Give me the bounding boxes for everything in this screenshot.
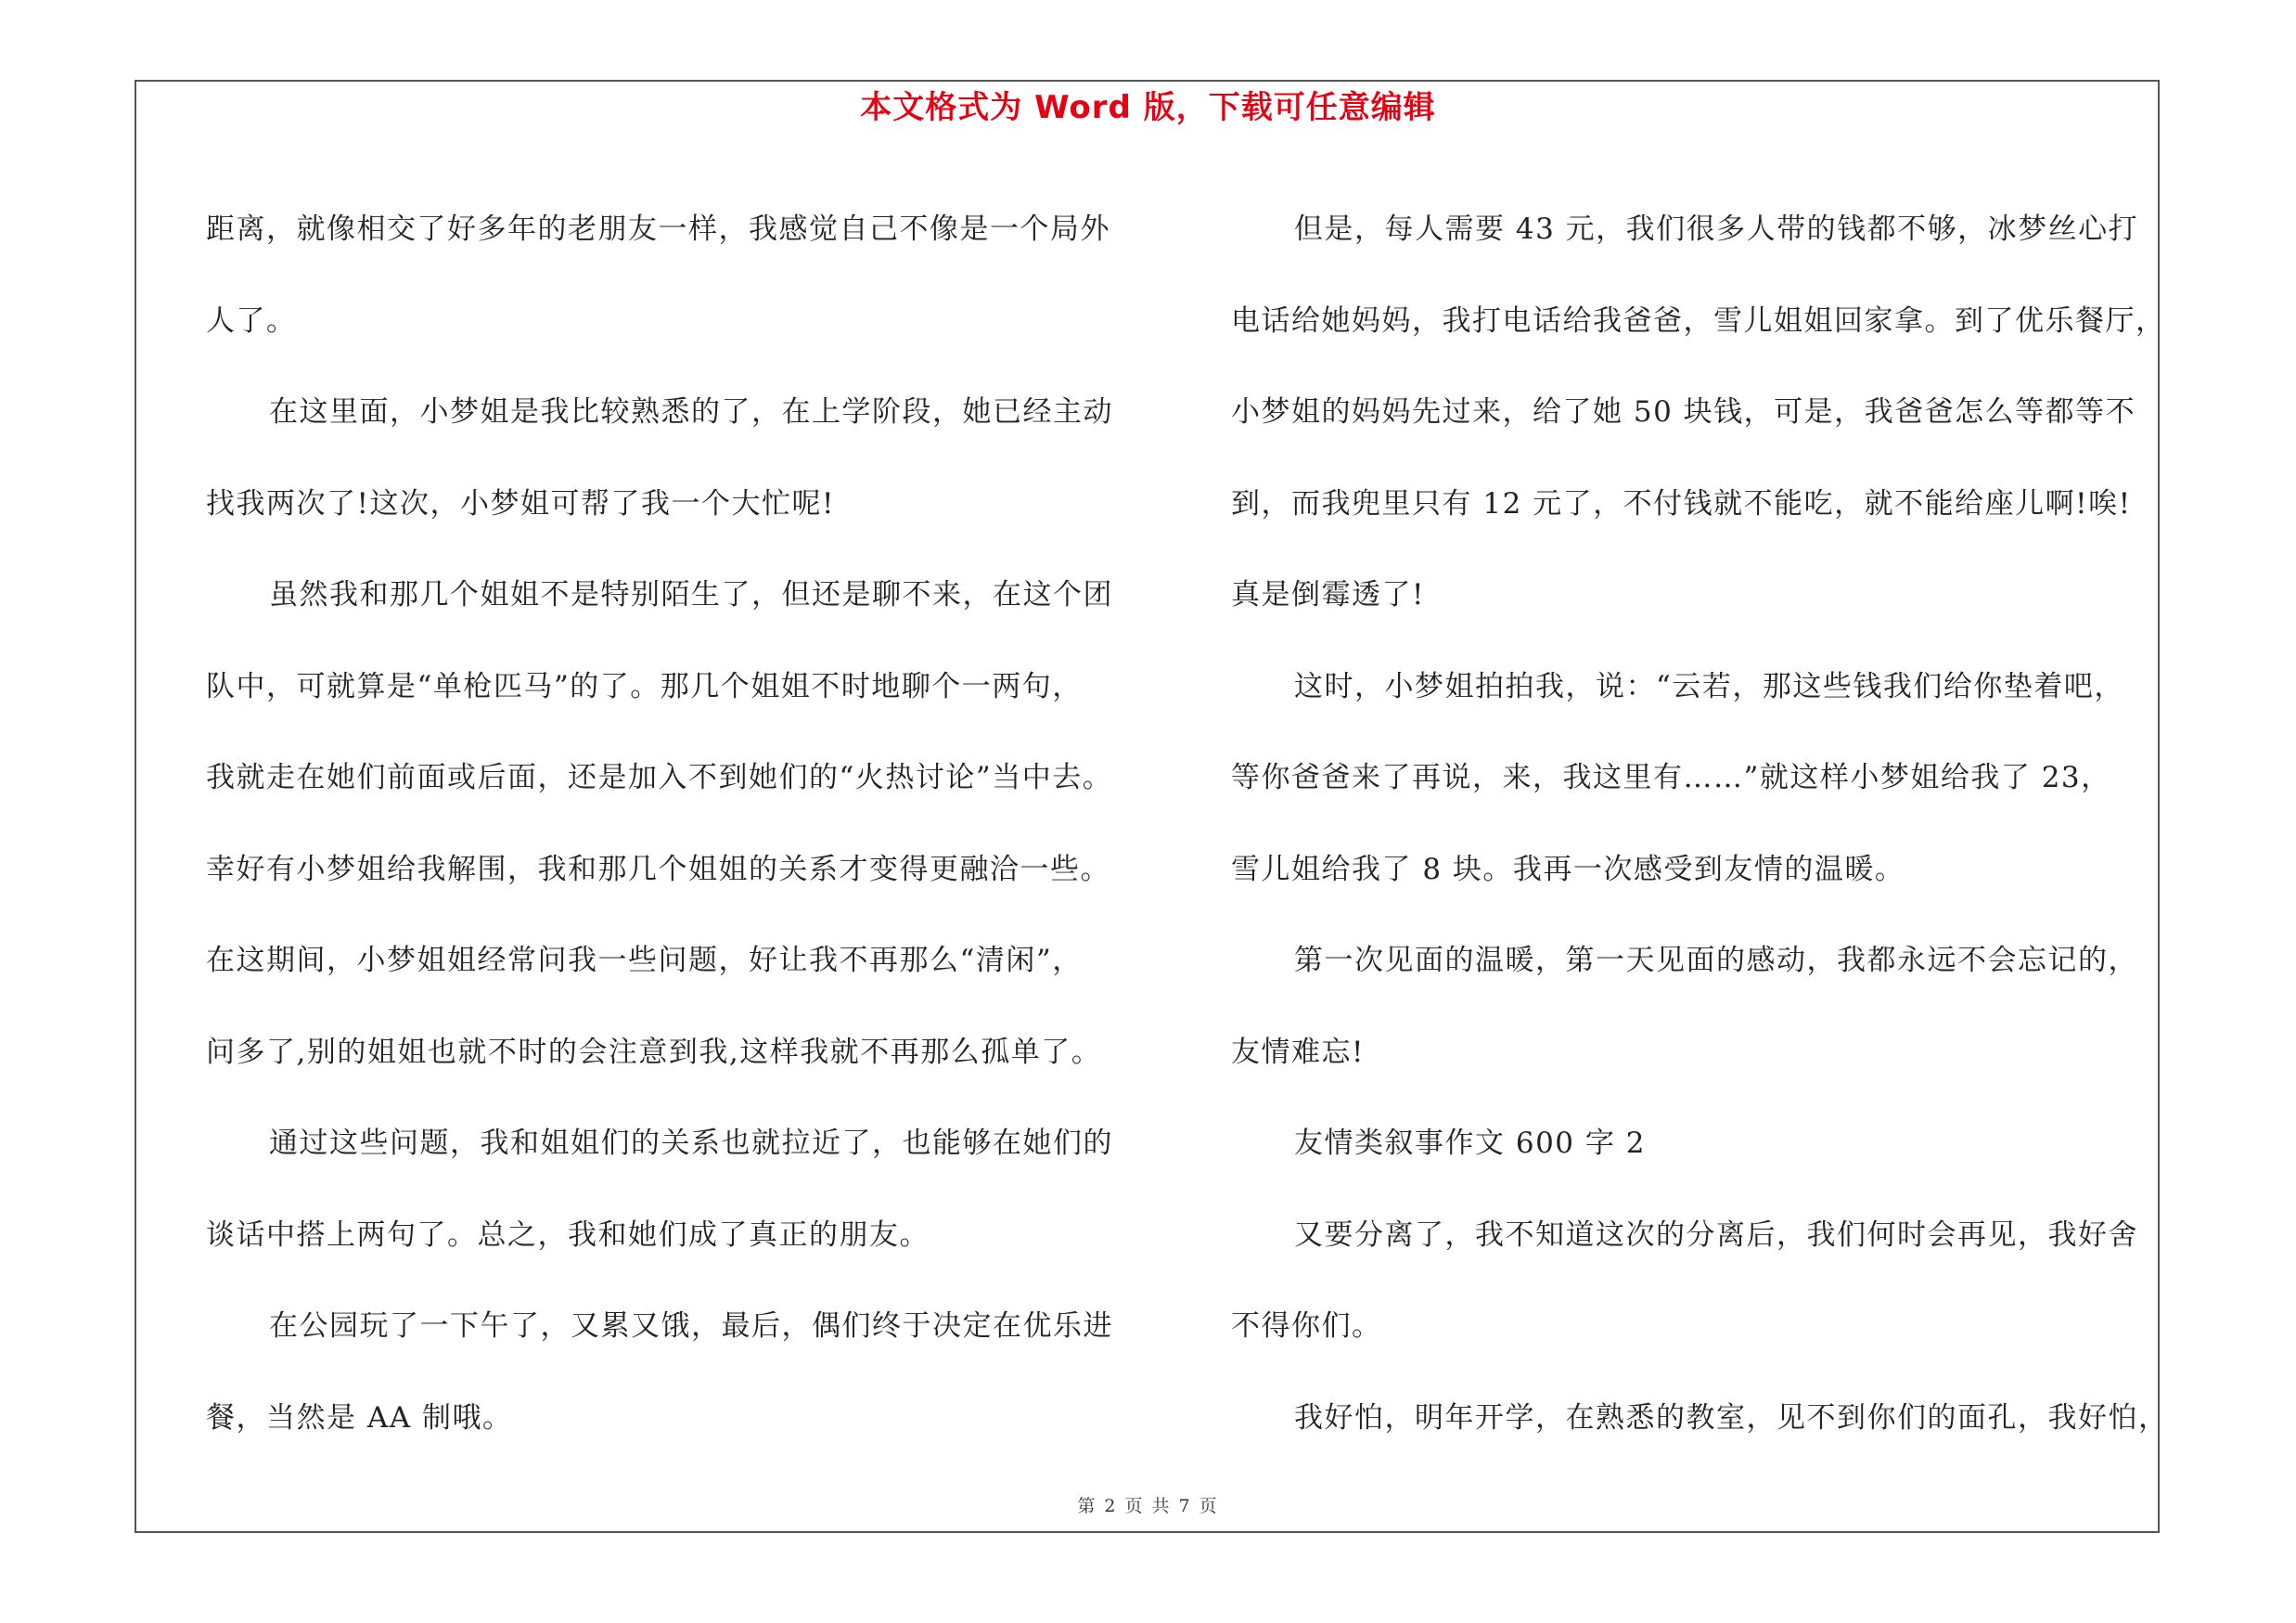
- text-line: 我好怕，明年开学，在熟悉的教室，见不到你们的面孔，我好怕，: [1294, 1400, 2169, 1435]
- text-line: 距离，就像相交了好多年的老朋友一样，我感觉自己不像是一个局外: [206, 213, 1110, 246]
- page-number-footer: 第 2 页 共 7 页: [1077, 1496, 1219, 1516]
- format-notice-banner: 本文格式为 Word 版，下载可任意编辑: [860, 89, 1436, 126]
- text-line: 雪儿姐给我了 8 块。我再一次感受到友情的温暖。: [1231, 852, 1905, 886]
- text-line: 电话给她妈妈，我打电话给我爸爸，雪儿姐姐回家拿。到了优乐餐厅，: [1231, 303, 2166, 338]
- text-line: 这时，小梦姐拍拍我，说：“云若，那这些钱我们给你垫着吧，: [1294, 669, 2124, 703]
- text-line: 找我两次了!这次，小梦姐可帮了我一个大忙呢!: [206, 486, 835, 521]
- text-line: 友情难忘!: [1231, 1035, 1365, 1069]
- text-line: 幸好有小梦姐给我解围，我和那几个姐姐的关系才变得更融洽一些。: [206, 852, 1110, 886]
- text-line: 友情类叙事作文 600 字 2: [1294, 1127, 1646, 1160]
- text-line: 小梦姐的妈妈先过来，给了她 50 块钱，可是，我爸爸怎么等都等不: [1231, 395, 2136, 429]
- text-line: 我就走在她们前面或后面，还是加入不到她们的“火热讨论”当中去。: [206, 761, 1113, 794]
- text-line: 餐，当然是 AA 制哦。: [206, 1400, 513, 1435]
- text-line: 问多了,别的姐姐也就不时的会注意到我,这样我就不再那么孤单了。: [206, 1035, 1102, 1069]
- left-text-column: [206, 184, 1134, 1463]
- text-line: 不得你们。: [1231, 1309, 1382, 1343]
- text-line: 人了。: [206, 303, 297, 338]
- text-line: 到，而我兜里只有 12 元了，不付钱就不能吃，就不能给座儿啊!唉!: [1231, 486, 2132, 521]
- text-line: 在公园玩了一下午了，又累又饿，最后，偶们终于决定在优乐进: [269, 1309, 1113, 1343]
- text-line: 虽然我和那几个姐姐不是特别陌生了，但还是聊不来，在这个团: [269, 578, 1113, 612]
- text-line: 通过这些问题，我和姐姐们的关系也就拉近了，也能够在她们的: [269, 1127, 1113, 1160]
- text-line: 队中，可就算是“单枪匹马”的了。那几个姐姐不时地聊个一两句，: [206, 669, 1083, 703]
- text-line: 第一次见面的温暖，第一天见面的感动，我都永远不会忘记的，: [1294, 944, 2138, 977]
- text-line: 真是倒霉透了!: [1231, 578, 1425, 612]
- text-line: 等你爸爸来了再说，来，我这里有……”就这样小梦姐给我了 23，: [1231, 761, 2111, 794]
- text-line: 在这里面，小梦姐是我比较熟悉的了，在上学阶段，她已经主动: [269, 395, 1113, 429]
- text-line: 在这期间，小梦姐姐经常问我一些问题，好让我不再那么“清闲”，: [206, 944, 1083, 977]
- right-text-column: [1231, 184, 2169, 1463]
- text-line: 但是，每人需要 43 元，我们很多人带的钱都不够，冰梦丝心打: [1294, 213, 2139, 246]
- text-line: 又要分离了，我不知道这次的分离后，我们何时会再见，我好舍: [1294, 1217, 2138, 1252]
- text-line: 谈话中搭上两句了。总之，我和她们成了真正的朋友。: [206, 1217, 930, 1252]
